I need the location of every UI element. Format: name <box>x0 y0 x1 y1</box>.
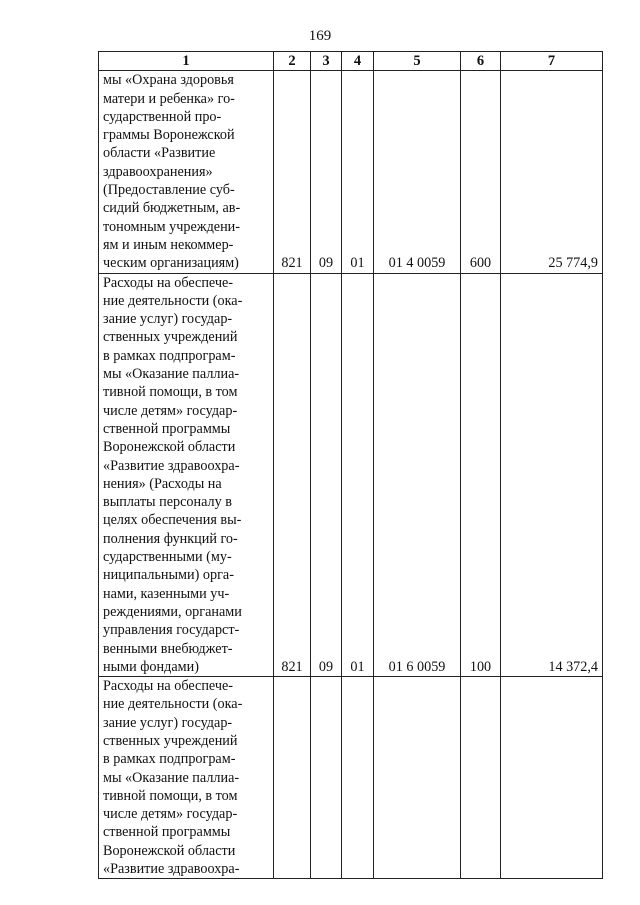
description-line: управления государст- <box>103 622 240 639</box>
subsection-code: 01 <box>342 273 374 677</box>
amount: 14 372,4 <box>501 273 603 677</box>
description-line: выплаты персоналу в <box>103 494 232 511</box>
header-col-5: 5 <box>374 52 461 71</box>
description-line: Расходы на обеспече- <box>103 678 234 695</box>
description-line: (Предоставление суб- <box>103 182 235 199</box>
description-line: мы «Охрана здоровья <box>103 72 234 89</box>
description-line: ние деятельности (ока- <box>103 696 243 713</box>
header-row <box>99 52 603 71</box>
amount <box>501 677 603 879</box>
description-line: нами, казенными уч- <box>103 585 230 602</box>
subsection-code: 01 <box>342 71 374 273</box>
description-line: сударственной про- <box>103 108 222 125</box>
expense-type-code: 100 <box>461 273 501 677</box>
description-line: целях обеспечения вы- <box>103 512 242 529</box>
description-line: мы «Оказание паллиа- <box>103 769 240 786</box>
description-line: реждениями, органами <box>103 603 242 620</box>
description-line: Воронежской области <box>103 439 236 456</box>
description-line: ственной программы <box>103 824 231 841</box>
description-line: ственных учреждений <box>103 329 238 346</box>
description-line: числе детям» государ- <box>103 806 238 823</box>
header-col-7: 7 <box>501 52 603 71</box>
description-line: мы «Оказание паллиа- <box>103 366 240 383</box>
expense-type-code: 600 <box>461 71 501 273</box>
target-article-code <box>374 677 461 879</box>
subsection-code <box>342 677 374 879</box>
table-row <box>99 273 603 677</box>
description-line: сударственными (му- <box>103 549 232 566</box>
description-line: тивной помощи, в том <box>103 787 238 804</box>
description-line: здравоохранения» <box>103 163 213 180</box>
description-line: области «Развитие <box>103 145 216 162</box>
ministry-code <box>274 677 311 879</box>
description-line: тономным учреждени- <box>103 218 240 235</box>
description-line: сидий бюджетным, ав- <box>103 200 241 217</box>
description-line: в рамках подпрограм- <box>103 347 236 364</box>
description-line: зание услуг) государ- <box>103 311 233 328</box>
description-line: ственных учреждений <box>103 732 238 749</box>
description-line: тивной помощи, в том <box>103 384 238 401</box>
description-line: числе детям» государ- <box>103 402 238 419</box>
description-line: полнения функций го- <box>103 530 238 547</box>
ministry-code: 821 <box>274 273 311 677</box>
expense-description <box>99 273 274 677</box>
page-number: 169 <box>308 28 332 44</box>
description-line: в рамках подпрограм- <box>103 751 236 768</box>
header-col-4: 4 <box>342 52 374 71</box>
expense-description <box>99 677 274 879</box>
budget-table <box>98 51 603 879</box>
header-col-6: 6 <box>461 52 501 71</box>
amount: 25 774,9 <box>501 71 603 273</box>
description-line: матери и ребенка» го- <box>103 90 235 107</box>
section-code <box>311 677 342 879</box>
description-line: ям и иным некоммер- <box>103 236 234 253</box>
table-row <box>99 71 603 273</box>
description-line: Воронежской области <box>103 842 236 859</box>
description-line: «Развитие здравоохра- <box>103 861 240 878</box>
description-line: граммы Воронежской <box>103 127 235 144</box>
header-col-1: 1 <box>99 52 274 71</box>
header-col-3: 3 <box>311 52 342 71</box>
expense-type-code <box>461 677 501 879</box>
table-row <box>99 677 603 879</box>
description-line: ческим организациям) <box>103 255 239 272</box>
description-line: ными фондами) <box>103 658 199 675</box>
target-article-code: 01 6 0059 <box>374 273 461 677</box>
description-line: «Развитие здравоохра- <box>103 457 240 474</box>
section-code: 09 <box>311 71 342 273</box>
description-line: нения» (Расходы на <box>103 475 222 492</box>
description-line: ственной программы <box>103 420 231 437</box>
header-col-2: 2 <box>274 52 311 71</box>
description-line: Расходы на обеспече- <box>103 274 234 291</box>
description-line: зание услуг) государ- <box>103 714 233 731</box>
ministry-code: 821 <box>274 71 311 273</box>
description-line: ниципальными) орга- <box>103 567 234 584</box>
expense-description <box>99 71 274 273</box>
target-article-code: 01 4 0059 <box>374 71 461 273</box>
section-code: 09 <box>311 273 342 677</box>
description-line: ние деятельности (ока- <box>103 292 243 309</box>
description-line: венными внебюджет- <box>103 640 233 657</box>
